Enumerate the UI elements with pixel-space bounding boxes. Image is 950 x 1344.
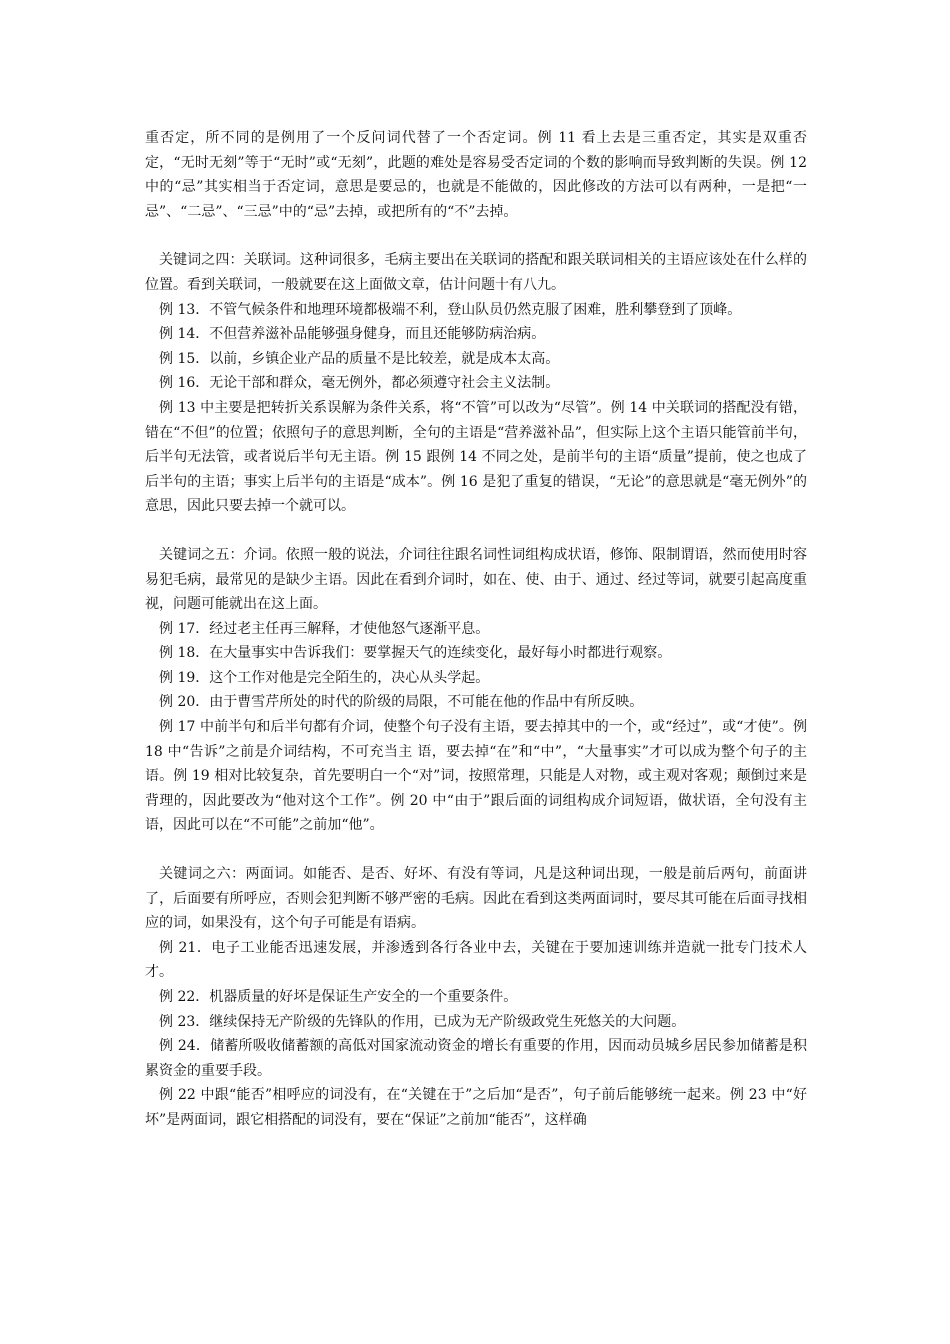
example-14: 例 14．不但营养滋补品能够强身健身，而且还能够防病治病。 [159, 326, 546, 343]
paragraph-gap [145, 519, 807, 543]
example-17: 例 17．经过老主任再三解释，才使他怒气逐渐平息。 [159, 620, 490, 637]
paragraph-gap [145, 224, 807, 248]
example-22: 例 22．机器质量的好坏是保证生产安全的一个重要条件。 [159, 989, 518, 1005]
example-24: 例 24．储蓄所吸收储蓄额的高低对国家流动资金的增长有重要的作用，因而动员城乡居民参加储蓄是积累资金的重要手段。 [145, 1038, 807, 1079]
example-23: 例 23．继续保持无产阶级的先锋队的作用，已成为无产阶级政党生死悠关的大问题。 [159, 1013, 686, 1030]
paragraph-gap [145, 838, 807, 862]
paragraph-section3-tail: 重否定，所不同的是例用了一个反问词代替了一个否定词。例 11 看上去是三重否定，其实是双重否定，“无时无刻”等于“无时”或“无刻”，此题的难处是容易受否定词的个数的影响而导致判断的失误。例 12 中的“忌”其实相当于否定词，意思是要忌的，也就是不能做的，因此修改的方法可以有两种，一是把“一忌”、“二忌”、“三忌”中的“忌”去掉，或把所有的“不”去掉。 [145, 130, 807, 220]
example-16: 例 16．无论干部和群众，毫无例外，都必须遵守社会主义法制。 [159, 375, 560, 392]
example-20: 例 20．由于曹雪芹所处的时代的阶级的局限，不可能在他的作品中有所反映。 [159, 694, 644, 711]
paragraph-section6-intro: 关键词之六：两面词。如能否、是否、好坏、有没有等词，凡是这种词出现，一般是前后两句，前面讲了，后面要有所呼应，否则会犯判断不够严密的毛病。因此在看到这类两面词时，要尽其可能在后面寻找相应的词，如果没有，这个句子可能是有语病。 [145, 866, 807, 932]
document-body [145, 126, 807, 1133]
paragraph-section5-intro: 关键词之五：介词。依照一般的说法，介词往往跟名词性词组构成状语，修饰、限制谓语，然而使用时容易犯毛病，最常见的是缺少主语。因此在看到介词时，如在、使、由于、通过、经过等词，就要引起高度重视，问题可能就出在这上面。 [145, 546, 807, 613]
example-21: 例 21．电子工业能否迅速发展，并渗透到各行各业中去，关键在于要加速训练并造就一批专门技术人才。 [145, 939, 807, 981]
example-18: 例 18．在大量事实中告诉我们：要掌握天气的连续变化，最好每小时都进行观察。 [159, 645, 672, 662]
paragraph-section4-analysis: 例 13 中主要是把转折关系误解为条件关系，将“不管”可以改为“尽管”。例 14 中关联词的搭配没有错，错在“不但”的位置；依照句子的意思判断，全句的主语是“营养滋补品”，但实际上这个主语只能管前半句，后半句无法管，或者说后半句无主语。例 15 跟例 14 不同之处，是前半句的主语“质量”提前，使之也成了后半句的主语；事实上后半句的主语是“成本”。例 16 是犯了重复的错误，“无论”的意思就是“毫无例外”的意思，因此只要去掉一个就可以。 [145, 399, 807, 515]
paragraph-section6-analysis: 例 22 中跟“能否”相呼应的词没有，在“关键在于”之后加“是否”，句子前后能够统一起来。例 23 中“好坏”是两面词，跟它相搭配的词没有，要在“保证”之前加“能否”，这样确 [145, 1087, 807, 1128]
example-19: 例 19．这个工作对他是完全陌生的，决心从头学起。 [159, 669, 490, 686]
example-15: 例 15．以前，乡镇企业产品的质量不是比较差，就是成本太高。 [159, 350, 560, 367]
paragraph-section4-intro: 关键词之四：关联词。这种词很多，毛病主要出在关联词的搭配和跟关联词相关的主语应该处在什么样的位置。看到关联词，一般就要在这上面做文章，估计问题十有八九。 [145, 252, 807, 293]
example-13: 例 13．不管气候条件和地理环境都极端不利，登山队员仍然克服了困难，胜利攀登到了顶峰。 [159, 301, 742, 318]
paragraph-section5-analysis: 例 17 中前半句和后半句都有介词，使整个句子没有主语，要去掉其中的一个，或“经过”，或“才使”。例 18 中“告诉”之前是介词结构，不可充当主 语，要去掉“在”和“中”，“大量事实”才可以成为整个句子的主语。例 19 相对比较复杂，首先要明白一个“对”词，按照常理，只能是人对物，或主观对客观；颠倒过来是背理的，因此要改为“他对这个工作”。例 20 中“由于”跟后面的词组构成介词短语，做状语，全句没有主语，因此可以在“不可能”之前加“他”。 [145, 719, 807, 834]
